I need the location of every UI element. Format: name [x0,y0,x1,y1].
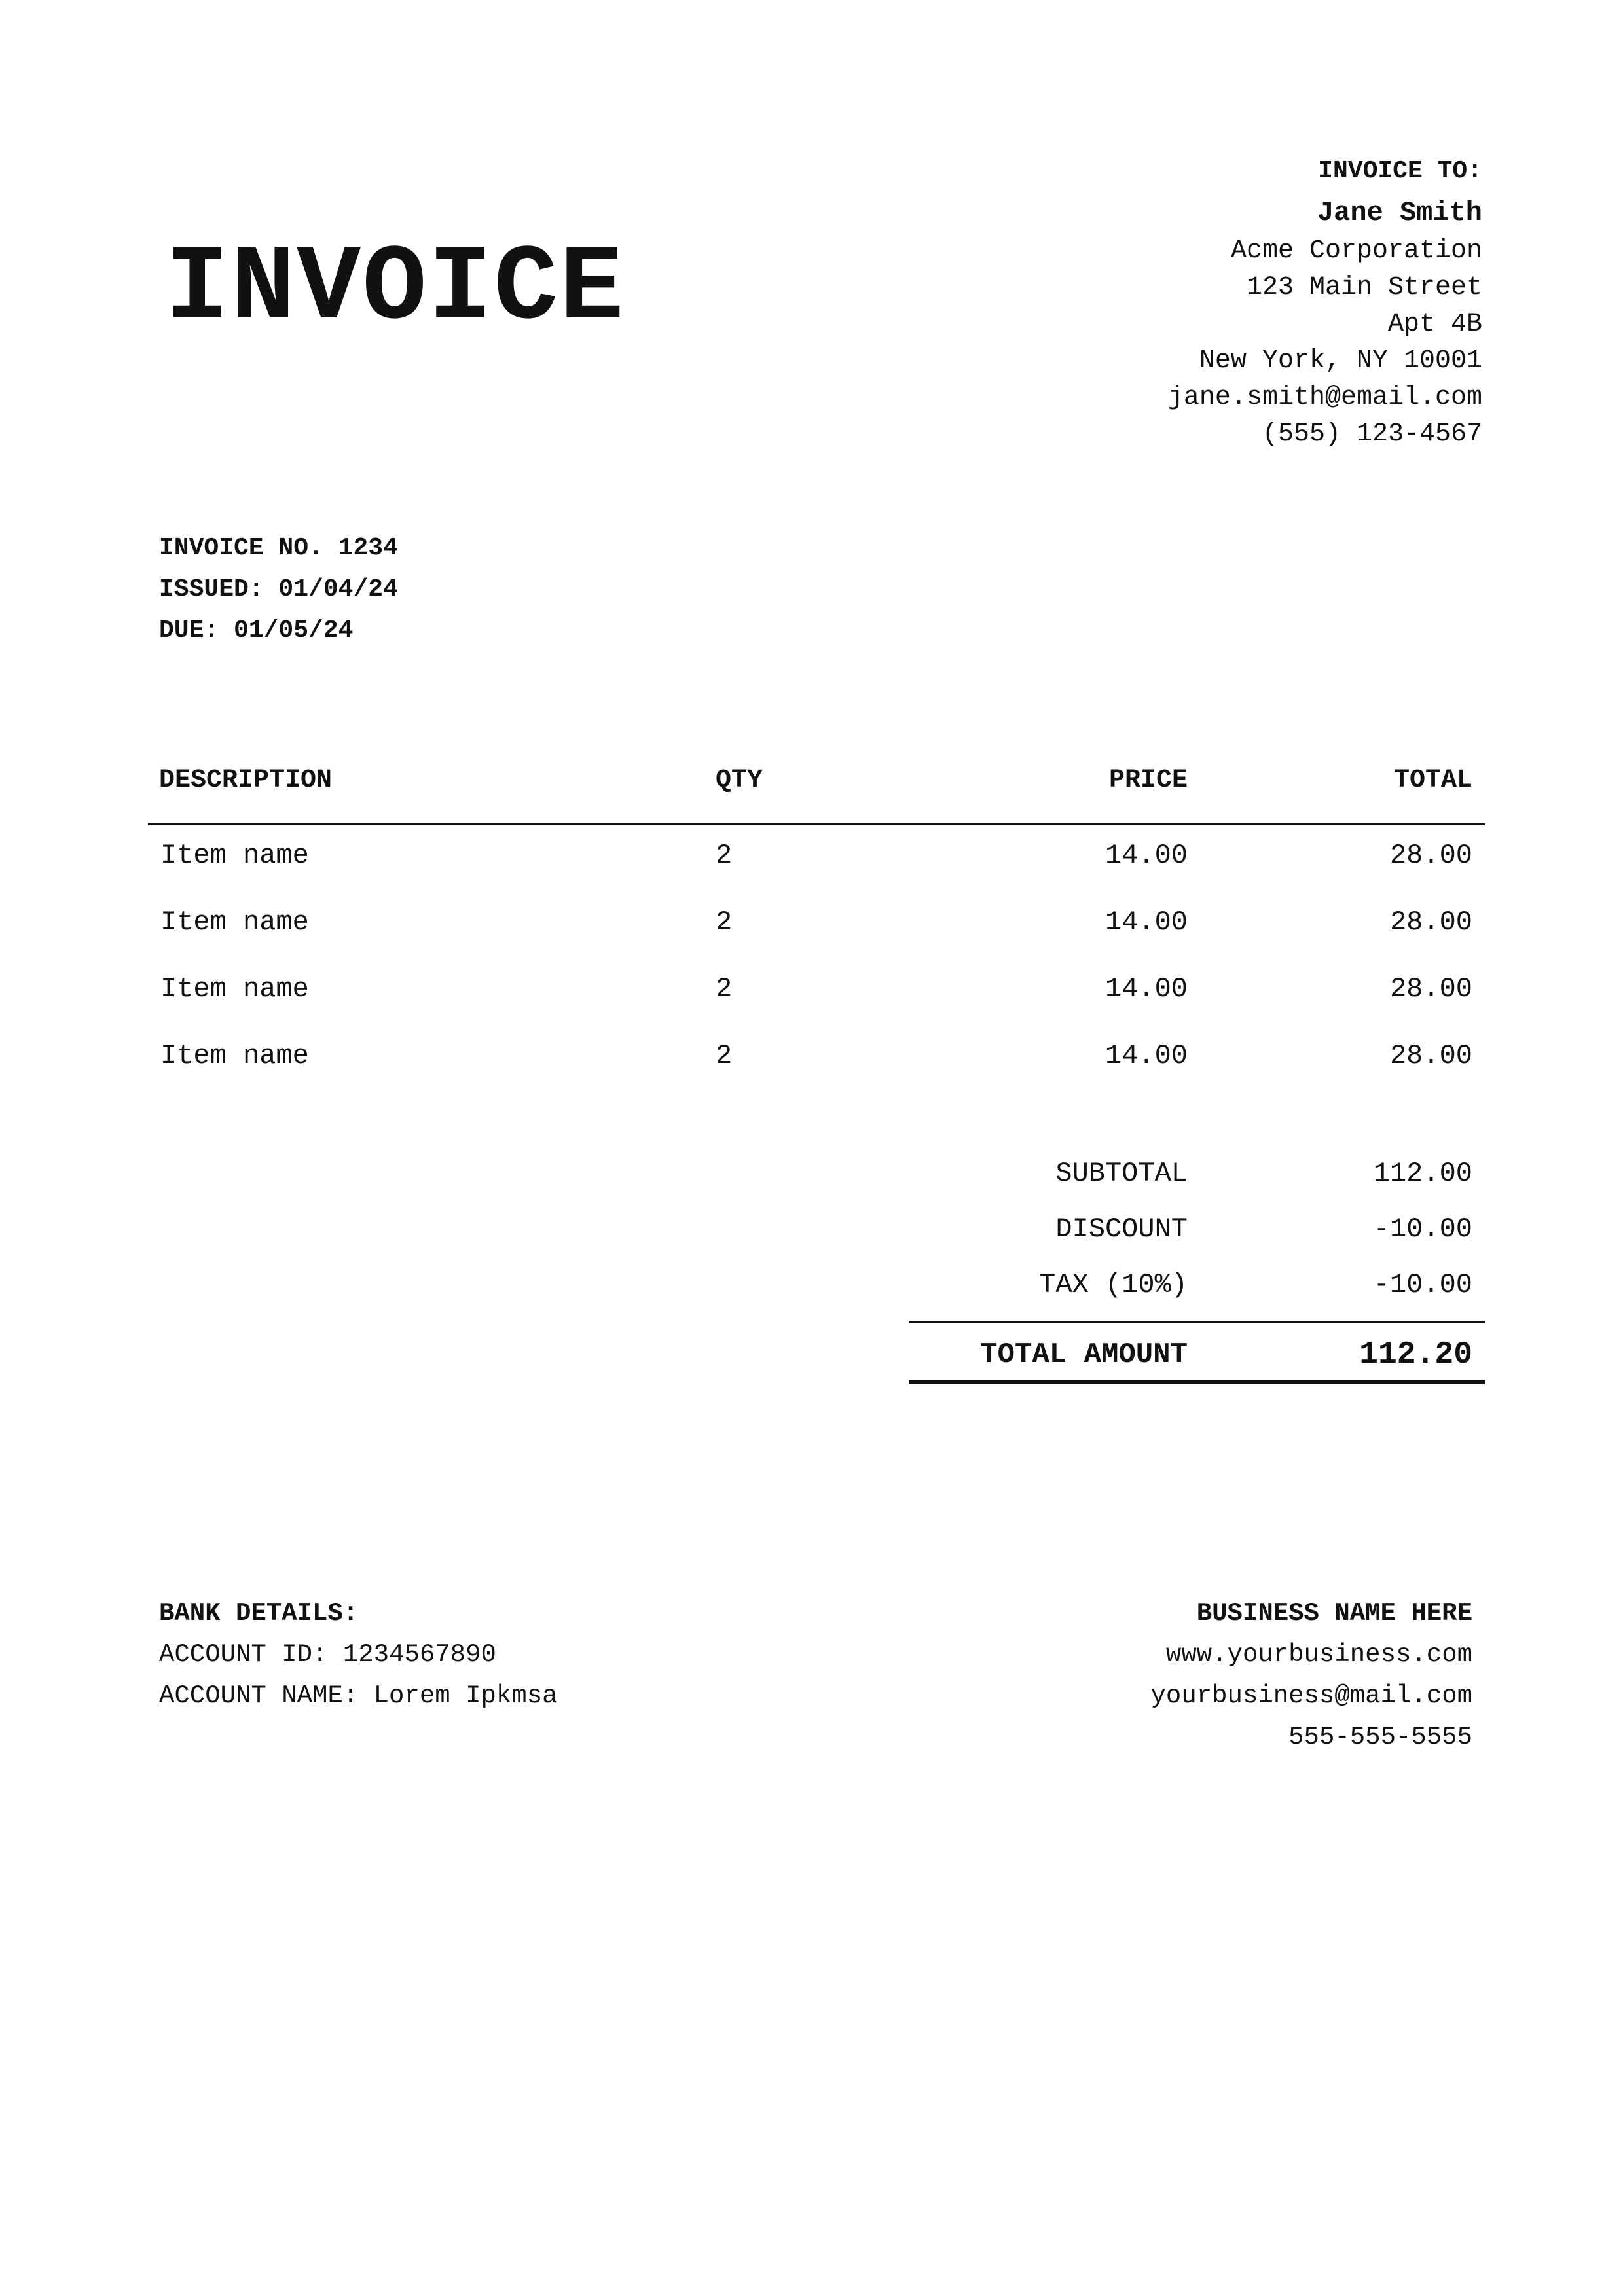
issued-date: ISSUED: 01/04/24 [159,575,398,603]
business-website: www.yourbusiness.com [1165,1640,1472,1669]
total-amount-value: 112.20 [1359,1337,1472,1372]
row-price: 14.00 [1104,906,1188,938]
client-email: jane.smith@email.com [1167,383,1482,412]
header-description: DESCRIPTION [159,766,333,795]
invoice-to-label: INVOICE TO: [1318,157,1482,185]
account-name: ACCOUNT NAME: Lorem Ipkmsa [159,1681,558,1710]
row-total: 28.00 [1389,1040,1472,1071]
total-underline [909,1380,1485,1384]
subtotal-label: SUBTOTAL [1055,1158,1188,1189]
tax-label: TAX (10%) [1039,1269,1188,1300]
row-price: 14.00 [1104,1040,1188,1071]
header-qty: QTY [716,766,763,795]
business-name: BUSINESS NAME HERE [1196,1599,1472,1628]
row-price: 14.00 [1104,840,1188,871]
header-price: PRICE [1108,766,1188,795]
invoice-to-block [1168,156,1482,453]
subtotal-value: 112.00 [1373,1158,1472,1189]
bank-details-label: BANK DETAILS: [159,1599,359,1628]
discount-label: DISCOUNT [1055,1213,1188,1245]
row-total: 28.00 [1389,973,1472,1005]
row-qty: 2 [716,1040,733,1071]
client-name: Jane Smith [1317,197,1482,228]
tax-row [0,1257,1623,1313]
total-amount-label: TOTAL AMOUNT [980,1338,1188,1371]
table-row [0,822,1623,889]
row-description: Item name [160,906,309,938]
business-email: yourbusiness@mail.com [1150,1681,1472,1710]
subtotal-row [0,1145,1623,1202]
tax-value: -10.00 [1373,1269,1472,1300]
row-qty: 2 [716,840,733,871]
business-details [1151,1593,1472,1758]
invoice-meta [159,528,398,651]
row-price: 14.00 [1104,973,1188,1005]
summary-divider [909,1321,1485,1323]
row-qty: 2 [716,906,733,938]
client-phone: (555) 123-4567 [1262,420,1482,449]
client-street: 123 Main Street [1246,273,1482,302]
row-description: Item name [160,973,309,1005]
client-unit: Apt 4B [1387,310,1482,339]
account-id: ACCOUNT ID: 1234567890 [159,1640,496,1669]
row-qty: 2 [716,973,733,1005]
discount-row [0,1201,1623,1257]
client-city: New York, NY 10001 [1199,346,1482,376]
business-phone: 555-555-5555 [1288,1723,1472,1751]
bank-details [159,1593,558,1717]
header-total: TOTAL [1393,766,1472,795]
table-row [0,956,1623,1022]
row-description: Item name [160,840,309,871]
due-date: DUE: 01/05/24 [159,617,354,645]
client-company: Acme Corporation [1230,236,1482,266]
table-row [0,1022,1623,1089]
invoice-title: INVOICE [165,228,625,350]
table-row [0,889,1623,956]
row-total: 28.00 [1389,840,1472,871]
discount-value: -10.00 [1373,1213,1472,1245]
invoice-number: INVOICE NO. 1234 [159,534,398,562]
row-total: 28.00 [1389,906,1472,938]
total-amount-row [0,1326,1623,1384]
row-description: Item name [160,1040,309,1071]
